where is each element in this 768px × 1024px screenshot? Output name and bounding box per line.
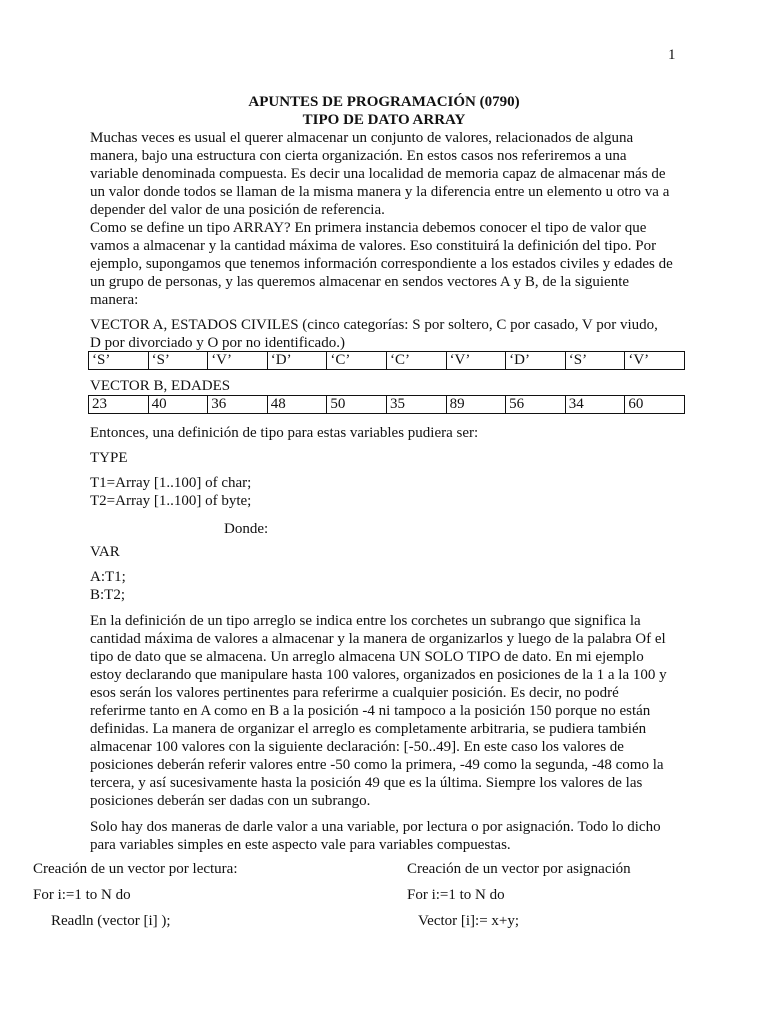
explanation-line: definidas. La manera de organizar el arreglo es completamente arbitraria, se pudiera también bbox=[90, 721, 647, 737]
array-def-line: un grupo de personas, y las queremos almacenar en sendos vectores A y B, de la siguiente bbox=[90, 274, 630, 290]
assign-vector-heading: Creación de un vector por asignación bbox=[407, 861, 631, 877]
intro-line: manera, bajo una estructura con cierta organización. En estos casos nos referiremos a una bbox=[90, 148, 627, 164]
intro-line: Muchas veces es usual el querer almacenar un conjunto de valores, relacionados de alguna bbox=[90, 130, 634, 146]
type-intro: Entonces, una definición de tipo para estas variables pudiera ser: bbox=[90, 425, 479, 441]
explanation-line: esos serán los valores pertinentes para referirme a cualquier posición. Es decir, no podré bbox=[90, 685, 619, 701]
explanation-line: cantidad máxima de valores a almacenar y la manera de organizarlos y luego de la palabra Of el bbox=[90, 631, 666, 647]
assignment-line: para variables simples en este aspecto vale para variables compuestas. bbox=[90, 837, 511, 853]
vector-a-cell: ‘C’ bbox=[386, 352, 446, 370]
explanation-line: En la definición de un tipo arreglo se indica entre los corchetes un subrango que significa la bbox=[90, 613, 641, 629]
vector-b-caption: VECTOR B, EDADES bbox=[90, 378, 231, 394]
type-t2-line: T2=Array [1..100] of byte; bbox=[90, 493, 252, 509]
explanation-line: tipo de dato que se almacena. Un arreglo almacena UN SOLO TIPO de dato. En mi ejemplo bbox=[90, 649, 644, 665]
vector-b-cell: 40 bbox=[148, 396, 208, 414]
explanation-paragraph bbox=[90, 612, 680, 810]
vector-a-cell: ‘D’ bbox=[267, 352, 327, 370]
intro-line: depender del valor de una posición de referencia. bbox=[90, 202, 385, 218]
vector-a-cell: ‘V’ bbox=[625, 352, 685, 370]
vector-a-cell: ‘C’ bbox=[327, 352, 387, 370]
array-def-line: vamos a almacenar y la cantidad máxima de valores. Eso constituirá la definición del tipo. Por bbox=[90, 238, 657, 254]
vector-a-caption bbox=[90, 316, 680, 352]
vector-a-cell: ‘S’ bbox=[89, 352, 149, 370]
var-b-line: B:T2; bbox=[90, 587, 126, 603]
vector-b-cell: 34 bbox=[565, 396, 625, 414]
vector-b-cell: 23 bbox=[89, 396, 149, 414]
document-title: APUNTES DE PROGRAMACIÓN (0790) bbox=[248, 94, 520, 110]
vector-b-cell: 36 bbox=[208, 396, 268, 414]
intro-paragraph bbox=[90, 129, 680, 219]
vector-a-cell: ‘S’ bbox=[148, 352, 208, 370]
vector-b-cell: 35 bbox=[386, 396, 446, 414]
assignment-line: Solo hay dos maneras de darle valor a una variable, por lectura o por asignación. Todo lo dicho bbox=[90, 819, 661, 835]
array-definition-paragraph bbox=[90, 219, 680, 309]
vector-a-caption-line: D por divorciado y O por no identificado.) bbox=[90, 335, 345, 351]
vector-b-cell: 48 bbox=[267, 396, 327, 414]
var-a-line: A:T1; bbox=[90, 569, 126, 585]
intro-line: un valor donde todos se llaman de la misma manera y la diferencia entre un elemento u otro va a bbox=[90, 184, 670, 200]
vector-a-cell: ‘S’ bbox=[565, 352, 625, 370]
assign-vector-for: For i:=1 to N do bbox=[407, 887, 505, 903]
vector-b-table bbox=[88, 395, 685, 414]
explanation-line: posiciones deberán ser dadas con un subrango. bbox=[90, 793, 371, 809]
intro-line: variable denominada compuesta. Es decir una localidad de memoria capaz de almacenar más de bbox=[90, 166, 666, 182]
vector-b-cell: 89 bbox=[446, 396, 506, 414]
page-number: 1 bbox=[668, 47, 676, 63]
array-def-line: ejemplo, supongamos que tenemos información correspondiente a los estados civiles y edades de bbox=[90, 256, 673, 272]
document-subtitle: TIPO DE DATO ARRAY bbox=[302, 112, 466, 128]
assignment-paragraph bbox=[90, 818, 680, 854]
explanation-line: estoy declarando que manipulare hasta 100 valores, organizados en posiciones de la 1 a la 100 y bbox=[90, 667, 667, 683]
vector-a-cell: ‘V’ bbox=[446, 352, 506, 370]
array-def-line: manera: bbox=[90, 292, 139, 308]
vector-a-cell: ‘V’ bbox=[208, 352, 268, 370]
type-t1-line: T1=Array [1..100] of char; bbox=[90, 475, 252, 491]
assign-vector-statement: Vector [i]:= x+y; bbox=[418, 913, 520, 929]
table-row bbox=[89, 396, 685, 414]
explanation-line: tercera, y así sucesivamente hasta la posición 49 que es la última. Siempre los valores de las bbox=[90, 775, 643, 791]
var-keyword: VAR bbox=[90, 544, 120, 560]
vector-a-cell: ‘D’ bbox=[506, 352, 566, 370]
type-keyword: TYPE bbox=[90, 450, 128, 466]
explanation-line: almacenar 100 valores con la siguiente declaración: [-50..49]. En este caso los valores de bbox=[90, 739, 624, 755]
vector-b-cell: 56 bbox=[506, 396, 566, 414]
vector-a-table bbox=[88, 351, 685, 370]
table-row bbox=[89, 352, 685, 370]
vector-b-cell: 60 bbox=[625, 396, 685, 414]
explanation-line: posiciones deberán referir valores entre -50 como la primera, -49 como la segunda, -48 como la bbox=[90, 757, 664, 773]
read-vector-for: For i:=1 to N do bbox=[33, 887, 131, 903]
vector-a-caption-line: VECTOR A, ESTADOS CIVILES (cinco categorías: S por soltero, C por casado, V por viudo, bbox=[90, 317, 658, 333]
read-vector-statement: Readln (vector [i] ); bbox=[51, 913, 171, 929]
array-def-line: Como se define un tipo ARRAY? En primera instancia debemos conocer el tipo de valor que bbox=[90, 220, 647, 236]
vector-b-cell: 50 bbox=[327, 396, 387, 414]
donde-label: Donde: bbox=[224, 521, 269, 537]
read-vector-heading: Creación de un vector por lectura: bbox=[33, 861, 238, 877]
explanation-line: referirme tanto en A como en B a la posición -4 ni tampoco a la posición 150 porque no están bbox=[90, 703, 651, 719]
